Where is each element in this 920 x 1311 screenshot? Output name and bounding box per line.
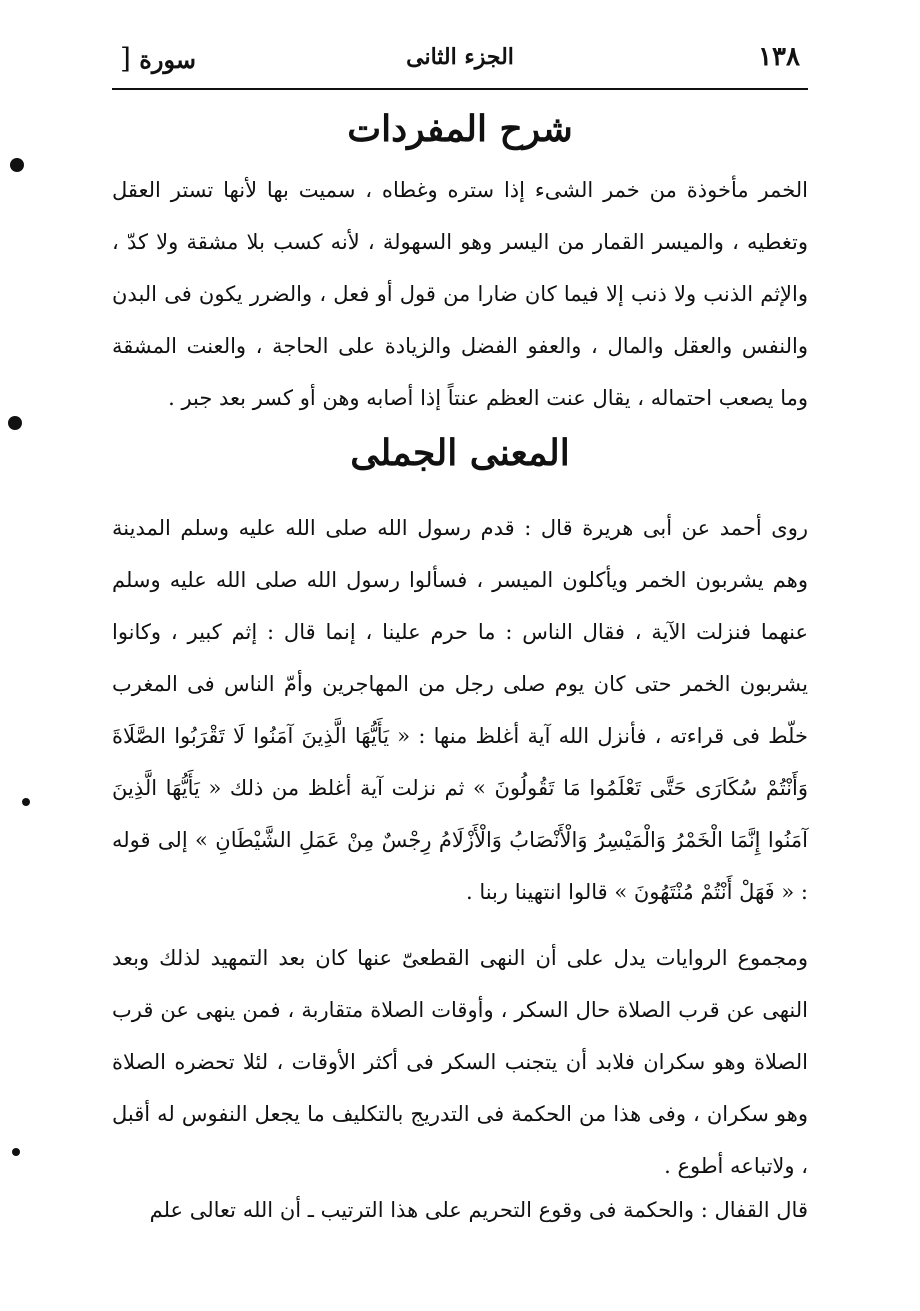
surah-label-text: سورة <box>139 45 196 74</box>
margin-dot-icon <box>10 158 24 172</box>
general-heading: المعنى الجملى <box>350 432 570 474</box>
header-rule <box>112 88 808 90</box>
vocab-paragraph: الخمر مأخوذة من خمر الشىء إذا ستره وغطاه ، سميت بها لأنها تستر العقل وتغطيه ، والميسر القمار من اليسر وهو السهولة ، لأنه كسب بلا مشقة ولا كدّ ، والإثم الذنب ولا ذنب إلا فيما كان ضارا من قول أو فعل ، والضرر يكون فى البدن والنفس والعقل والمال ، والعفو الفضل والزيادة على الحاجة ، والعنت المشقة وما يصعب احتماله ، يقال عنت العظم عنتاً إذا أصابه وهن أو كسر بعد جبر . <box>112 178 808 410</box>
surah-label <box>120 42 196 75</box>
part-title: الجزء الثانى <box>406 44 514 70</box>
margin-dot-icon <box>22 798 30 806</box>
surah-bracket: [ <box>120 42 131 75</box>
general-paragraph-2: ومجموع الروايات يدل على أن النهى القطعىّ عنها كان بعد التمهيد لذلك وبعد النهى عن قرب الصلاة حال السكر ، وأوقات الصلاة متقاربة ، فمن ينهى عن قرب الصلاة وهو سكران فلابد أن يتجنب السكر فى أكثر الأوقات ، لئلا تحضره الصلاة وهو سكران ، وفى هذا من الحكمة فى التدريج بالتكليف ما يجعل النفوس له أقبل ، ولاتباعه أطوع . <box>112 946 809 1178</box>
page-number: ١٣٨ <box>758 42 800 72</box>
margin-dot-icon <box>8 416 22 430</box>
vocab-heading: شرح المفردات <box>347 108 573 150</box>
general-paragraph-1: روى أحمد عن أبى هريرة قال : قدم رسول الله صلى الله عليه وسلم المدينة وهم يشربون الخمر ويأكلون الميسر ، فسألوا رسول الله صلى الله عليه وسلم عنهما فنزلت الآية ، فقال الناس : ما حرم علينا ، إنما قال : إثم كبير ، وكانوا يشربون الخمر حتى كان يوم صلى رجل من المهاجرين وأمّ الناس فى المغرب خلّط فى قراءته ، فأنزل الله آية أغلظ منها : « يَأَيُّهَا الَّذِينَ آمَنُوا لَا تَقْرَبُوا الصَّلَاةَ وَأَنْتُمْ سُكَارَى حَتَّى تَعْلَمُوا مَا تَقُولُونَ » ثم نزلت آية أغلظ من ذلك « يَأَيُّهَا الَّذِينَ آمَنُوا إِنَّمَا الْخَمْرُ وَالْمَيْسِرُ وَالْأَنْصَابُ وَالْأَزْلَامُ رِجْسٌ مِنْ عَمَلِ الشَّيْطَانِ » إلى قوله : « فَهَلْ أَنْتُمْ مُنْتَهُونَ » قالوا انتهينا ربنا . <box>112 516 808 904</box>
general-paragraph-3: قال القفال : والحكمة فى وقوع التحريم على هذا الترتيب ـ أن الله تعالى علم <box>149 1198 808 1222</box>
margin-dot-icon <box>12 1148 20 1156</box>
page-header <box>112 38 808 82</box>
